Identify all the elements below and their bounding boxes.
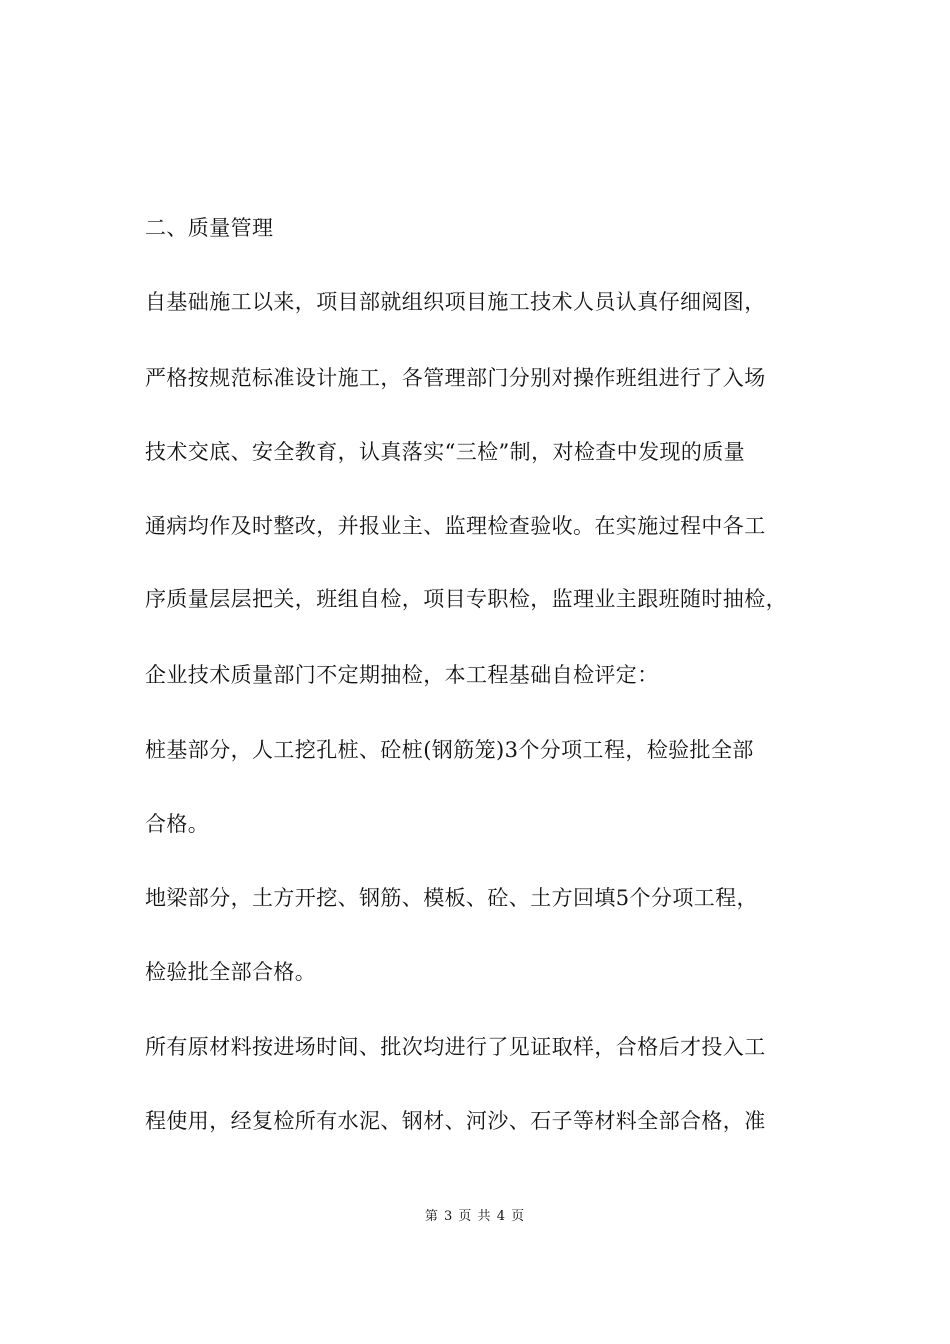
paragraph-line: 检验批全部合格。 [145, 960, 317, 984]
paragraph-line: 严格按规范标准设计施工，各管理部门分别对操作班组进行了入场 [145, 366, 766, 390]
paragraph-line: 合格。 [145, 812, 210, 836]
paragraph-line: 序质量层层把关，班组自检，项目专职检，监理业主跟班随时抽检， [145, 587, 787, 611]
paragraph-line: 程使用，经复检所有水泥、钢材、河沙、石子等材料全部合格，准 [145, 1109, 766, 1133]
paragraph-line: 企业技术质量部门不定期抽检，本工程基础自检评定： [145, 663, 659, 687]
paragraph-line: 自基础施工以来，项目部就组织项目施工技术人员认真仔细阅图， [145, 290, 766, 314]
paragraph-line: 通病均作及时整改，并报业主、监理检查验收。在实施过程中各工 [145, 514, 766, 538]
paragraph-line: 技术交底、安全教育，认真落实“三检”制，对检查中发现的质量 [145, 440, 746, 464]
paragraph-line: 桩基部分，人工挖孔桩、砼桩(钢筋笼)3个分项工程，检验批全部 [145, 738, 754, 762]
paragraph-line: 地梁部分，土方开挖、钢筋、模板、砼、土方回填5个分项工程， [145, 886, 758, 910]
section-heading: 二、质量管理 [145, 216, 274, 240]
page-number-footer: 第 3 页 共 4 页 [424, 1209, 526, 1224]
paragraph-line: 所有原材料按进场时间、批次均进行了见证取样，合格后才投入工 [145, 1035, 766, 1059]
